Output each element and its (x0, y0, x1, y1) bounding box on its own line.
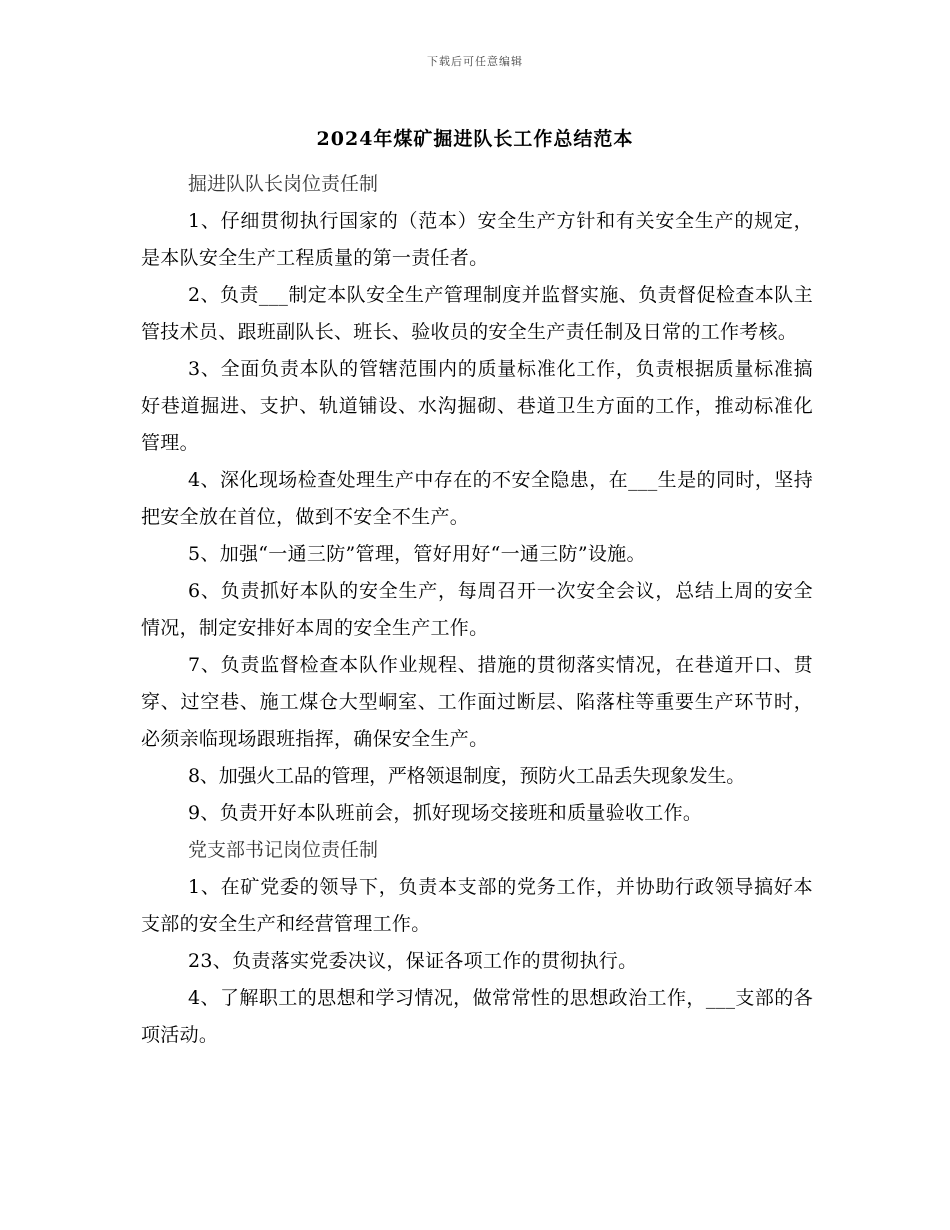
paragraph: 5、加强“一通三防”管理，管好用好“一通三防”设施。 (188, 543, 646, 565)
section-heading: 党支部书记岗位责任制 (188, 839, 379, 861)
document-body (141, 166, 813, 1054)
paragraph: 1、仔细贯彻执行国家的（范本）安全生产方针和有关安全生产的规定，是本队安全生产工程质量的第一责任者。 (141, 210, 813, 269)
paragraph: 8、加强火工品的管理，严格领退制度，预防火工品丢失现象发生。 (188, 765, 746, 787)
section-team-leader (141, 166, 813, 832)
paragraph: 4、了解职工的思想和学习情况，做常常性的思想政治工作，___支部的各项活动。 (141, 987, 813, 1046)
paragraph: 23、负责落实党委决议，保证各项工作的贯彻执行。 (188, 950, 638, 972)
paragraph: 6、负责抓好本队的安全生产，每周召开一次安全会议，总结上周的安全情况，制定安排好本周的安全生产工作。 (141, 580, 813, 639)
paragraph: 1、在矿党委的领导下，负责本支部的党务工作，并协助行政领导搞好本支部的安全生产和经营管理工作。 (141, 876, 813, 935)
paragraph: 4、深化现场检查处理生产中存在的不安全隐患，在___生是的同时，坚持把安全放在首位，做到不安全不生产。 (141, 469, 813, 528)
paragraph: 3、全面负责本队的管辖范围内的质量标准化工作，负责根据质量标准搞好巷道掘进、支护、轨道铺设、水沟掘砌、巷道卫生方面的工作，推动标准化管理。 (141, 358, 813, 454)
paragraph: 9、负责开好本队班前会，抓好现场交接班和质量验收工作。 (188, 802, 703, 824)
document-title: 2024年煤矿掘进队长工作总结范本 (316, 128, 634, 150)
section-heading: 掘进队队长岗位责任制 (188, 173, 379, 195)
paragraph: 2、负责___制定本队安全生产管理制度并监督实施、负责督促检查本队主管技术员、跟班副队长、班长、验收员的安全生产责任制及日常的工作考核。 (141, 284, 813, 343)
section-party-secretary (141, 832, 813, 1054)
header-note: 下载后可任意编辑 (427, 55, 523, 68)
paragraph: 7、负责监督检查本队作业规程、措施的贯彻落实情况，在巷道开口、贯穿、过空巷、施工煤仓大型峒室、工作面过断层、陷落柱等重要生产环节时，必须亲临现场跟班指挥，确保安全生产。 (141, 654, 813, 750)
